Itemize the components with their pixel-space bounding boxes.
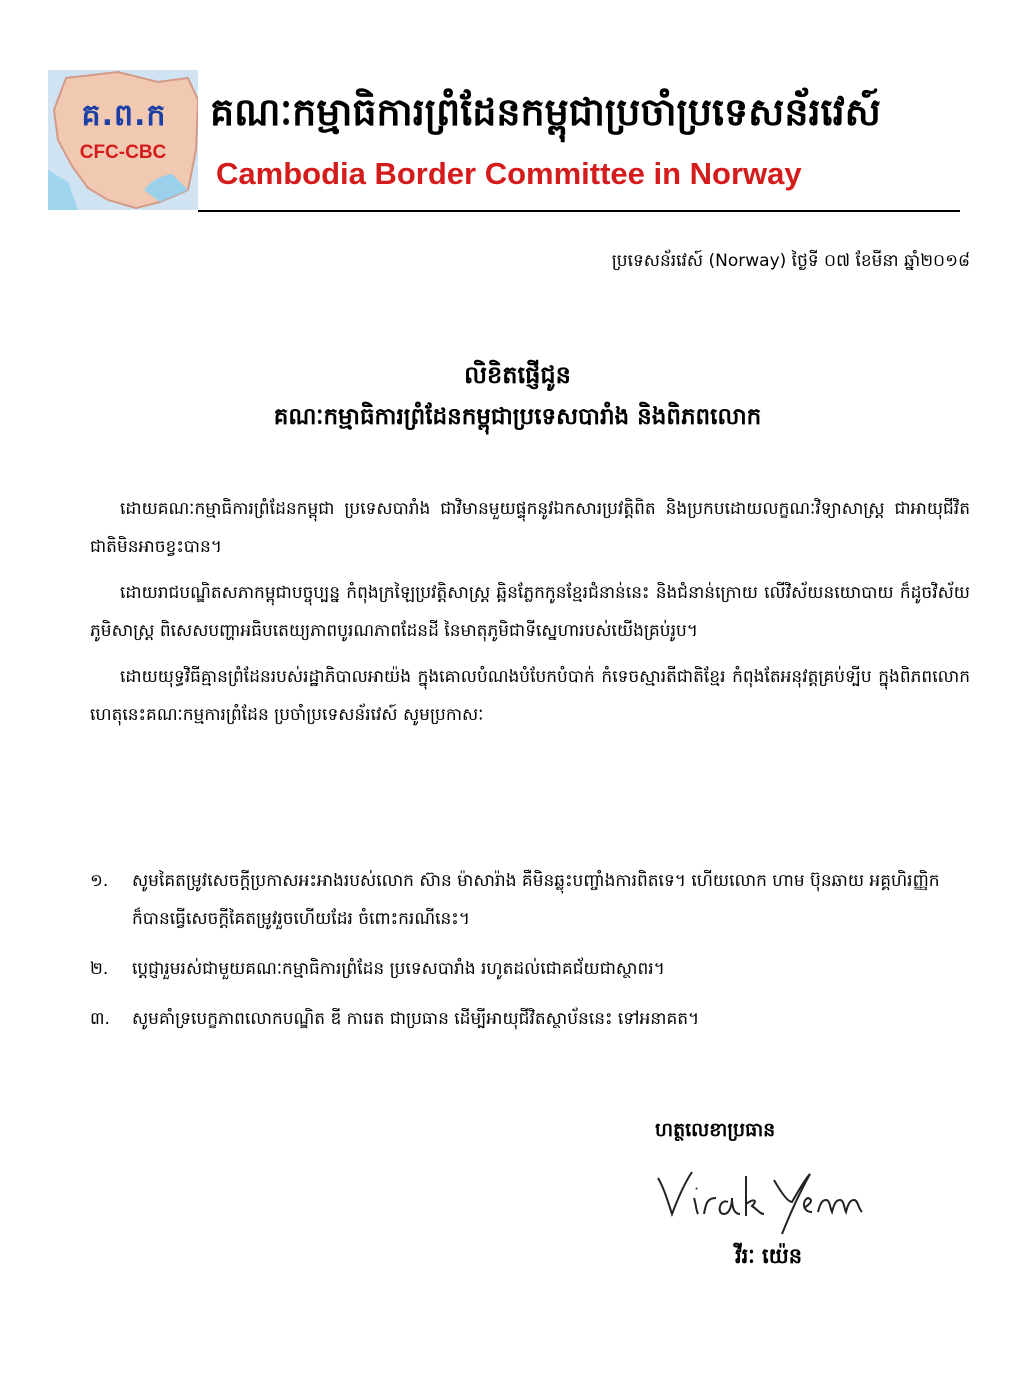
declaration-list [90, 862, 970, 1050]
list-item [90, 950, 970, 988]
logo-abbreviation: CFC-CBC [79, 142, 167, 163]
list-item-number: ២. [90, 959, 109, 979]
list-item-text: សូមគាំទ្របេក្ខភាពលោកបណ្ឌិត ឌី ការេត ជាប្រធាន ដើម្បីអាយុជីវិតស្ថាប័ននេះ ទៅអនាគត។ [132, 1009, 700, 1029]
letterhead [48, 70, 960, 212]
signatory-name: វីរៈ យ៉េន [735, 1244, 803, 1268]
paragraph: ដោយគណៈកម្មាធិការព្រំដែនកម្ពុជា ប្រទេសបារាំង ជាវិមានមួយផ្ទុកនូវឯកសារប្រវត្តិពិត និងប្រកបដោយលក្ខណៈវិទ្យាសាស្ត្រ ជាអាយុជីវិតជាតិមិនអាចខ្វះបាន។ [90, 499, 970, 557]
list-item [90, 862, 970, 938]
list-item-number: ១. [90, 871, 109, 891]
paragraph: ដោយយុទ្ធវិធីគ្មានព្រំដែនរបស់រដ្ឋាភិបាលអាយ៉ង ក្នុងគោលបំណងបំបែកបំបាក់ កំទេចស្មារតីជាតិខ្មែរ កំពុងតែអនុវត្តគ្រប់ទ្បីប ក្នុងពិភពលោក ហេតុនេះគណៈកម្មការព្រំដែន ប្រចាំប្រទេសន័រវេស៍ សូមប្រកាសៈ [90, 667, 970, 725]
logo-khmer-initials: គ.ព.ក [81, 98, 167, 133]
organization-logo [48, 70, 198, 210]
date-line: ប្រទេសន័រវេស៍ (Norway) ថ្ងៃទី ០៧ ខែមីនា ឆ្នាំ២០១៨ [611, 251, 970, 271]
letter-title: លិខិតផ្ញើជូន [464, 361, 571, 389]
list-item-text: ប្ដេជ្ញារួមរស់ជាមួយគណៈកម្មាធិការព្រំដែន ប្រទេសបារាំង រហូតដល់ជោគជ័យជាស្ថាពរ។ [132, 959, 665, 979]
list-item-text: សូមគៃតម្រូវសេចក្ដីប្រកាសអះអាងរបស់លោក ស៊ាន ម៉ាសារ៉ាង គឺមិនឆ្លុះបញ្ចាំងការពិតទេ។ ហើយលោក ហាម ប៊ុនឆាយ អគ្គហិរញ្ញិក ក៏បានធ្វើសេចក្ដីគៃតម្រូវរួចហើយដែរ ចំពោះករណីនេះ។ [132, 871, 940, 929]
letter-recipient: គណៈកម្មាធិការព្រំដែនកម្ពុជាប្រទេសបារាំង និងពិភពលោក [273, 404, 762, 430]
letter-body [90, 490, 970, 742]
list-item-number: ៣. [90, 1009, 110, 1029]
organization-name-english: Cambodia Border Committee in Norway [216, 156, 802, 191]
list-item [90, 1000, 970, 1038]
header-divider [198, 210, 960, 212]
cambodia-map-icon [48, 70, 198, 210]
organization-name-khmer: គណៈកម្មាធិការព្រំដែនកម្ពុជាប្រចាំប្រទេសន័រវេស៍ [210, 90, 881, 134]
signature-title: ហត្ថលេខាប្រធាន [655, 1119, 776, 1141]
handwritten-signature [650, 1158, 870, 1242]
signature-icon [650, 1158, 870, 1238]
paragraph: ដោយរាជបណ្ឌិតសភាកម្ពុជាបច្ចុប្បន្ន កំពុងក្រឡៃប្រវត្តិសាស្ត្រ ឆ្អិនភ្លែកកូនខ្មែរជំនាន់នេះ និងជំនាន់ក្រោយ លើវិស័យនយោបាយ ក៏ដូចវិស័យភូមិសាស្ត្រ ពិសេសបញ្ហាអធិបតេយ្យភាពបូរណភាពដែនដី នៃមាតុភូមិជាទីស្នេហារបស់យើងគ្រប់រូប។ [90, 583, 970, 641]
